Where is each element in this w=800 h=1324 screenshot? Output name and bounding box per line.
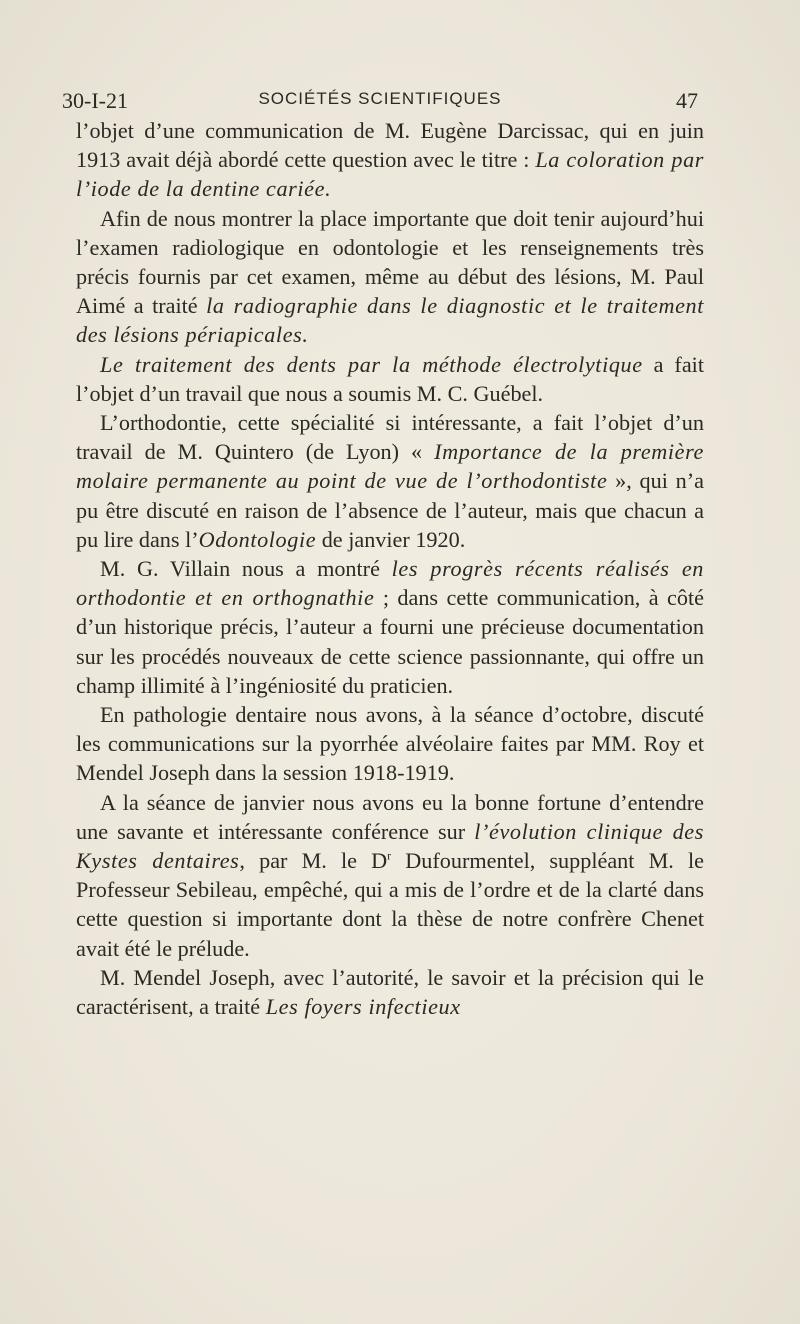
paragraph: [76, 204, 704, 350]
header-date: 30-I-21: [62, 88, 128, 113]
italic-title-run: Les foyers infectieux: [265, 994, 461, 1020]
text-run: Dufourmentel, suppléant M. le Professeur Sebileau, empêché, qui a mis de l’ordre et de la clarté dans cette question si importante dont la thèse de notre confrère Chenet avait été le prélude.: [76, 848, 704, 961]
text-run: », qui n’a pu être discuté en raison de l’absence de l’auteur, mais que chacun a pu lire dans l’: [76, 468, 704, 552]
paragraph: [76, 700, 704, 788]
text-run: de janvier 1920.: [316, 526, 466, 552]
text-run: A la séance de janvier nous avons eu la bonne fortune d’entendre une savante et intéressante conférence sur: [76, 789, 704, 844]
italic-title-run: les progrès récents réalisés en orthodontie et en orthognathie: [76, 556, 704, 611]
paragraph: [76, 350, 704, 408]
paragraph: [76, 788, 704, 963]
italic-title-run: Le traitement des dents par la méthode électrolytique: [100, 351, 643, 377]
body-text: [76, 116, 704, 1021]
text-run: M. G. Villain nous a montré: [100, 556, 392, 582]
italic-title-run: La coloration par l’iode de la dentine cariée.: [76, 147, 704, 202]
text-run: a fait l’objet d’un travail que nous a soumis M. C. Guébel.: [76, 351, 704, 406]
paragraph: [76, 963, 704, 1021]
italic-title-run: Importance de la première molaire permanente au point de vue de l’orthodontiste: [76, 439, 704, 494]
superscript-run: r: [387, 848, 392, 863]
text-run: ; dans cette communication, à côté d’un historique précis, l’auteur a fourni une précieuse documentation sur les procédés nouveaux de cette science passionnante, qui offre un champ illimité à l’ingéniosité du praticien.: [76, 585, 704, 698]
italic-title-run: Odontologie: [198, 526, 317, 552]
header-title: SOCIÉTÉS SCIENTIFIQUES: [258, 89, 502, 108]
italic-title-run: l’évolution clinique des Kystes dentaires: [76, 818, 704, 874]
text-run: L’orthodontie, cette spécialité si intéressante, a fait l’objet d’un travail de M. Quintero (de Lyon) «: [76, 410, 704, 465]
running-header: [62, 88, 698, 116]
text-run: Afin de nous montrer la place importante que doit tenir aujourd’hui l’examen radiologique en odontologie et les renseignements très précis fournis par cet examen, même au début des lésions, M. Paul Aimé a traité: [76, 205, 704, 319]
text-run: M. Mendel Joseph, avec l’autorité, le savoir et la précision qui le caractérisent, a traité: [76, 964, 704, 1020]
text-run: En pathologie dentaire nous avons, à la séance d’octobre, discuté les communications sur la pyorrhée alvéolaire faites par MM. Roy et Mendel Joseph dans la session 1918-1919.: [76, 702, 704, 786]
page-number: 47: [676, 88, 698, 113]
italic-title-run: la radiographie dans le diagnostic et le traitement des lésions périapicales.: [76, 293, 704, 348]
paragraph: [76, 408, 704, 554]
text-run: l’objet d’une communication de M. Eugène Darcissac, qui en juin 1913 avait déjà abordé cette question avec le titre :: [76, 118, 704, 173]
paragraph: [76, 554, 704, 700]
text-run: , par M. le D: [239, 848, 388, 874]
paragraph: [76, 116, 704, 204]
